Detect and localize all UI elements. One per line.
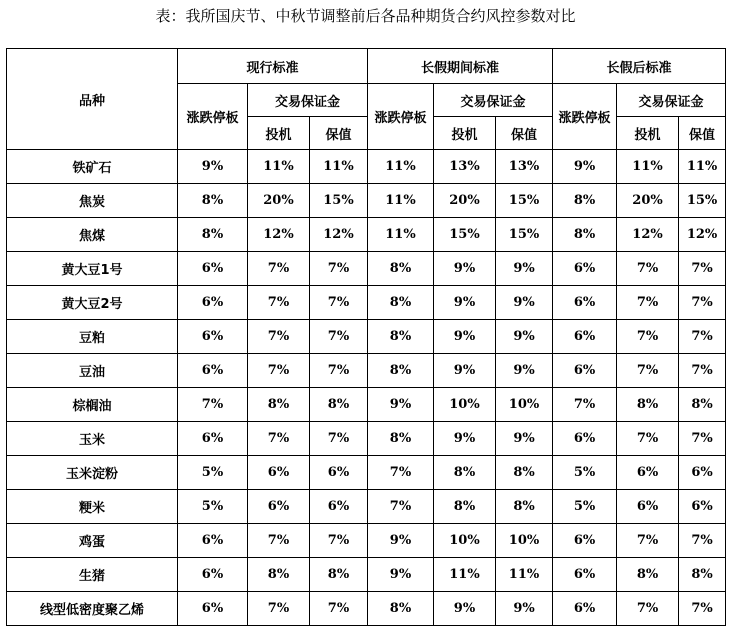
value-cell: 9% [368,558,434,592]
value-cell: 8% [679,388,726,422]
value-cell: 6% [248,456,310,490]
value-cell: 6% [178,286,248,320]
value-cell: 9% [178,150,248,184]
hedge-header-holiday: 保值 [496,117,553,150]
value-cell: 8% [368,354,434,388]
value-cell: 8% [617,388,679,422]
value-cell: 8% [178,218,248,252]
value-cell: 11% [617,150,679,184]
value-cell: 11% [434,558,496,592]
value-cell: 12% [617,218,679,252]
value-cell: 7% [679,252,726,286]
value-cell: 20% [434,184,496,218]
value-cell: 7% [248,320,310,354]
value-cell: 10% [434,388,496,422]
value-cell: 15% [310,184,368,218]
table-row [7,354,726,388]
value-cell: 5% [553,456,617,490]
value-cell: 9% [434,592,496,626]
value-cell: 7% [310,524,368,558]
value-cell: 8% [679,558,726,592]
value-cell: 6% [553,558,617,592]
variety-name: 豆油 [7,354,178,388]
hedge-header-after: 保值 [679,117,726,150]
value-cell: 7% [617,286,679,320]
value-cell: 9% [434,354,496,388]
value-cell: 6% [679,456,726,490]
value-cell: 10% [434,524,496,558]
table-row [7,592,726,626]
value-cell: 7% [248,422,310,456]
value-cell: 7% [248,354,310,388]
value-cell: 10% [496,524,553,558]
value-cell: 12% [310,218,368,252]
margin-header-current: 交易保证金 [248,84,368,117]
value-cell: 8% [553,218,617,252]
value-cell: 7% [368,456,434,490]
value-cell: 7% [248,592,310,626]
value-cell: 6% [178,354,248,388]
value-cell: 8% [178,184,248,218]
value-cell: 6% [178,252,248,286]
value-cell: 8% [434,456,496,490]
variety-name: 黄大豆1号 [7,252,178,286]
value-cell: 6% [178,422,248,456]
table-row [7,218,726,252]
value-cell: 7% [310,320,368,354]
value-cell: 20% [617,184,679,218]
value-cell: 6% [553,286,617,320]
variety-name: 鸡蛋 [7,524,178,558]
variety-name: 黄大豆2号 [7,286,178,320]
value-cell: 7% [679,592,726,626]
value-cell: 7% [178,388,248,422]
table-row [7,456,726,490]
value-cell: 11% [368,150,434,184]
table-row [7,252,726,286]
value-cell: 13% [434,150,496,184]
hedge-header-current: 保值 [310,117,368,150]
value-cell: 9% [368,388,434,422]
value-cell: 9% [496,422,553,456]
spec-header-current: 投机 [248,117,310,150]
variety-name: 玉米淀粉 [7,456,178,490]
limit-header-current: 涨跌停板 [178,84,248,150]
value-cell: 20% [248,184,310,218]
value-cell: 7% [679,286,726,320]
value-cell: 6% [553,252,617,286]
group-header-current: 现行标准 [178,49,368,84]
value-cell: 8% [617,558,679,592]
value-cell: 9% [496,252,553,286]
variety-name: 铁矿石 [7,150,178,184]
value-cell: 7% [617,524,679,558]
value-cell: 6% [679,490,726,524]
table-row [7,286,726,320]
value-cell: 7% [617,422,679,456]
value-cell: 10% [496,388,553,422]
value-cell: 11% [496,558,553,592]
value-cell: 15% [496,218,553,252]
value-cell: 15% [496,184,553,218]
value-cell: 9% [434,252,496,286]
value-cell: 9% [434,320,496,354]
value-cell: 9% [553,150,617,184]
value-cell: 11% [310,150,368,184]
value-cell: 6% [553,320,617,354]
value-cell: 6% [310,490,368,524]
table-body [7,150,726,626]
value-cell: 8% [248,388,310,422]
value-cell: 7% [248,252,310,286]
value-cell: 8% [434,490,496,524]
value-cell: 7% [617,252,679,286]
value-cell: 7% [310,286,368,320]
value-cell: 11% [248,150,310,184]
value-cell: 6% [617,490,679,524]
variety-name: 棕榈油 [7,388,178,422]
variety-name: 线型低密度聚乙烯 [7,592,178,626]
table-row [7,150,726,184]
value-cell: 7% [310,592,368,626]
value-cell: 12% [248,218,310,252]
value-cell: 6% [178,320,248,354]
value-cell: 6% [553,422,617,456]
group-header-after: 长假后标准 [553,49,726,84]
value-cell: 9% [434,286,496,320]
variety-name: 焦炭 [7,184,178,218]
value-cell: 9% [368,524,434,558]
value-cell: 11% [368,184,434,218]
value-cell: 9% [434,422,496,456]
value-cell: 6% [553,354,617,388]
value-cell: 7% [679,354,726,388]
table-row [7,558,726,592]
table-row [7,490,726,524]
value-cell: 8% [310,558,368,592]
group-header-holiday: 长假期间标准 [368,49,553,84]
value-cell: 7% [248,524,310,558]
value-cell: 7% [310,354,368,388]
value-cell: 5% [178,490,248,524]
value-cell: 7% [617,354,679,388]
value-cell: 6% [553,524,617,558]
value-cell: 6% [310,456,368,490]
table-row [7,524,726,558]
value-cell: 8% [368,592,434,626]
value-cell: 8% [368,252,434,286]
variety-name: 玉米 [7,422,178,456]
value-cell: 8% [368,286,434,320]
value-cell: 15% [434,218,496,252]
value-cell: 15% [679,184,726,218]
value-cell: 9% [496,354,553,388]
value-cell: 8% [553,184,617,218]
table-row [7,320,726,354]
value-cell: 7% [617,320,679,354]
margin-header-holiday: 交易保证金 [434,84,553,117]
value-cell: 7% [679,524,726,558]
value-cell: 9% [496,320,553,354]
value-cell: 7% [248,286,310,320]
value-cell: 8% [248,558,310,592]
value-cell: 7% [310,252,368,286]
value-cell: 8% [496,456,553,490]
value-cell: 6% [178,524,248,558]
value-cell: 8% [368,320,434,354]
value-cell: 8% [310,388,368,422]
risk-parameter-table [6,48,726,626]
value-cell: 7% [368,490,434,524]
value-cell: 6% [248,490,310,524]
variety-name: 粳米 [7,490,178,524]
table-row [7,388,726,422]
table-caption: 表：我所国庆节、中秋节调整前后各品种期货合约风控参数对比 [155,7,576,25]
spec-header-holiday: 投机 [434,117,496,150]
variety-name: 焦煤 [7,218,178,252]
value-cell: 7% [553,388,617,422]
value-cell: 9% [496,592,553,626]
value-cell: 6% [178,592,248,626]
value-cell: 9% [496,286,553,320]
value-cell: 8% [496,490,553,524]
value-cell: 13% [496,150,553,184]
value-cell: 7% [679,320,726,354]
spec-header-after: 投机 [617,117,679,150]
value-cell: 7% [310,422,368,456]
limit-header-holiday: 涨跌停板 [368,84,434,150]
value-cell: 11% [368,218,434,252]
value-cell: 12% [679,218,726,252]
variety-name: 豆粕 [7,320,178,354]
value-cell: 8% [368,422,434,456]
limit-header-after: 涨跌停板 [553,84,617,150]
value-cell: 6% [553,592,617,626]
value-cell: 6% [178,558,248,592]
margin-header-after: 交易保证金 [617,84,726,117]
table-row [7,184,726,218]
value-cell: 11% [679,150,726,184]
variety-name: 生猪 [7,558,178,592]
value-cell: 7% [617,592,679,626]
value-cell: 5% [553,490,617,524]
value-cell: 7% [679,422,726,456]
value-cell: 6% [617,456,679,490]
value-cell: 5% [178,456,248,490]
table-row [7,422,726,456]
variety-header: 品种 [7,49,178,150]
